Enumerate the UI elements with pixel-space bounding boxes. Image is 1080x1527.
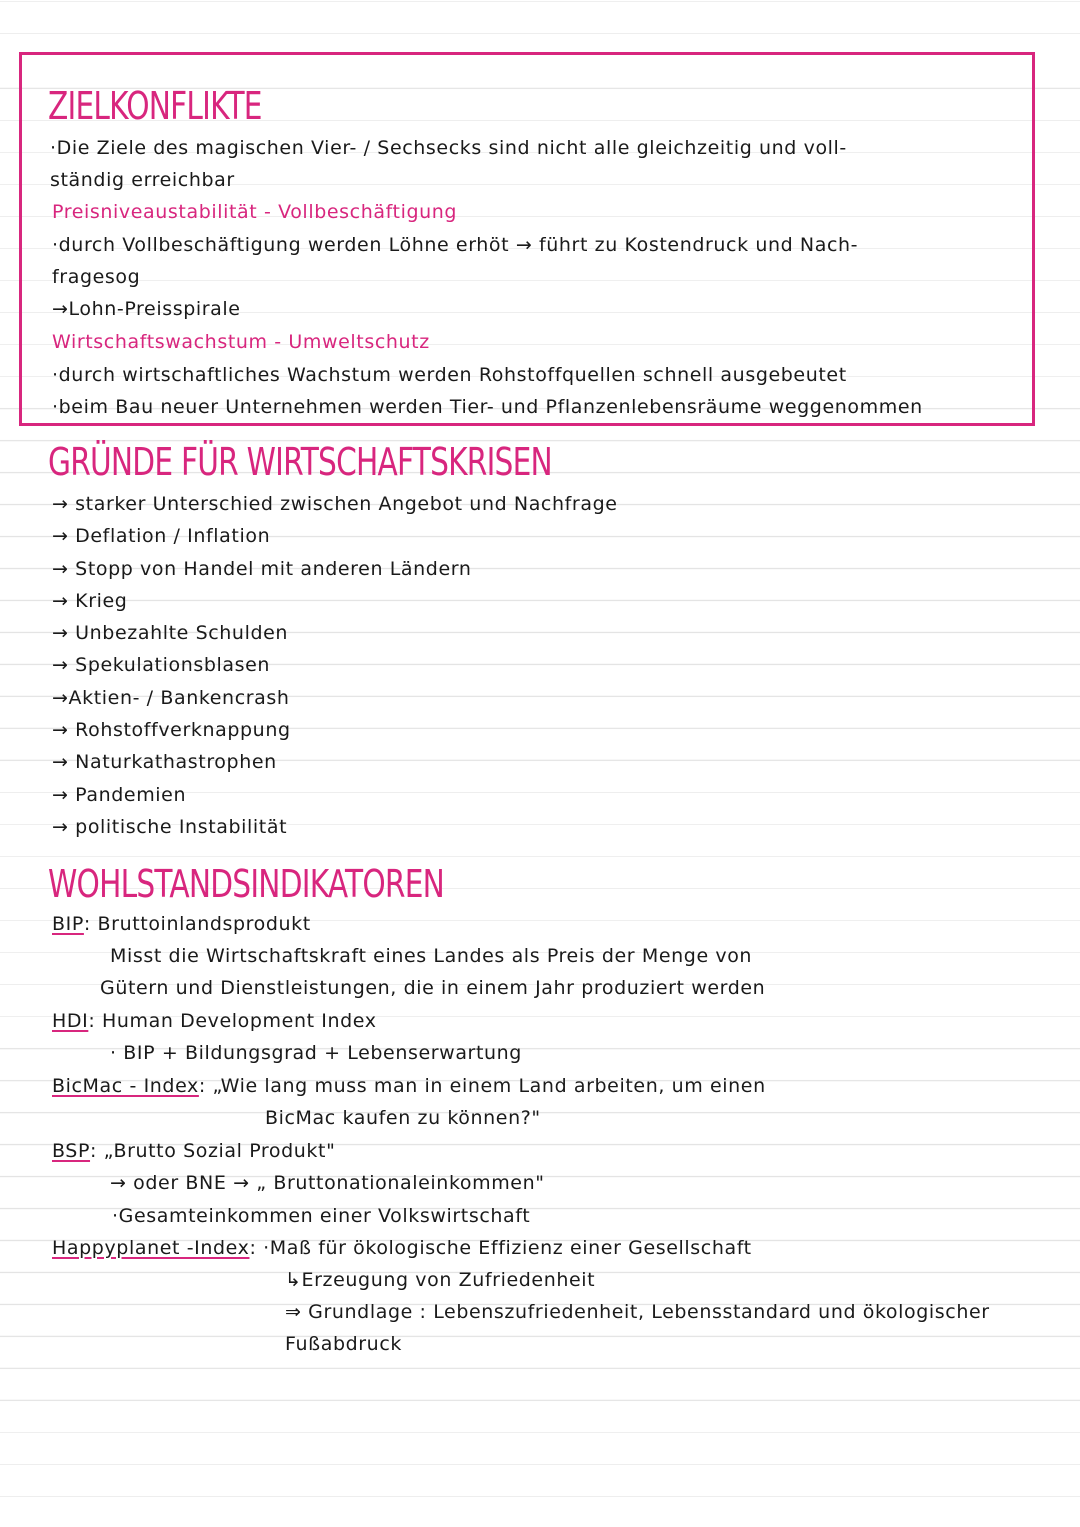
bicmac-line2: BicMac kaufen zu können?" [265, 1107, 541, 1129]
zielkonflikte-intro-line1: ·Die Ziele des magischen Vier- / Sechsecks sind nicht alle gleichzeitig und voll- [50, 137, 847, 159]
list-item: → Spekulationsblasen [52, 654, 271, 677]
wohlstand-heading: WOHLSTANDSINDIKATOREN [48, 862, 445, 906]
zielkonflikte-heading: ZIELKONFLIKTE [48, 84, 262, 128]
bicmac-label: BicMac - Index [52, 1075, 199, 1097]
list-item: → Pandemien [52, 783, 187, 806]
list-item: → Unbezahlte Schulden [52, 622, 289, 645]
gruende-list [52, 488, 618, 843]
bsp-title: : „Brutto Sozial Produkt" [90, 1140, 336, 1162]
list-item: →Aktien- / Bankencrash [52, 686, 290, 709]
preisniveau-line3: →Lohn-Preisspirale [52, 298, 241, 320]
hpi-line4: Fußabdruck [285, 1333, 402, 1355]
hpi-line1: : ·Maß für ökologische Effizienz einer Gesellschaft [249, 1237, 752, 1259]
wachstum-line2: ·beim Bau neuer Unternehmen werden Tier- und Pflanzenlebensräume weggenommen [52, 396, 923, 418]
bicmac-row [52, 1074, 766, 1098]
wachstum-line1: ·durch wirtschaftliches Wachstum werden Rohstoffquellen schnell ausgebeutet [52, 364, 847, 386]
bip-label: BIP [52, 913, 84, 935]
list-item: → Rohstoffverknappung [52, 719, 291, 742]
zielkonflikte-intro-line2: ständig erreichbar [50, 169, 235, 191]
bicmac-line1: : „Wie lang muss man in einem Land arbeiten, um einen [198, 1075, 766, 1097]
subheading-wachstum: Wirtschaftswachstum - Umweltschutz [52, 331, 430, 353]
hpi-label: Happyplanet -Index [52, 1237, 250, 1259]
list-item: → starker Unterschied zwischen Angebot und Nachfrage [52, 493, 618, 515]
list-item: → Stopp von Handel mit anderen Ländern [52, 557, 472, 580]
bsp-line2: ·Gesamteinkommen einer Volkswirtschaft [112, 1205, 531, 1227]
hdi-label: HDI [52, 1010, 89, 1032]
bsp-line1: → oder BNE → „ Bruttonationaleinkommen" [110, 1172, 545, 1194]
bsp-label: BSP [52, 1140, 91, 1162]
hdi-row [52, 1009, 377, 1033]
hpi-line3: ⇒ Grundlage : Lebenszufriedenheit, Lebensstandard und ökologischer [285, 1301, 990, 1323]
gruende-heading: GRÜNDE FÜR WIRTSCHAFTSKRISEN [48, 440, 552, 484]
list-item: → Krieg [52, 589, 128, 612]
hpi-line2: ↳Erzeugung von Zufriedenheit [285, 1269, 596, 1291]
subheading-preisniveau: Preisniveaustabilität - Vollbeschäftigung [52, 201, 458, 223]
bip-line1: Misst die Wirtschaftskraft eines Landes als Preis der Menge von [110, 945, 753, 967]
list-item: → politische Instabilität [52, 815, 288, 838]
hpi-row [52, 1236, 752, 1260]
hdi-title: : Human Development Index [88, 1010, 377, 1032]
preisniveau-line2: fragesog [52, 266, 141, 288]
bip-row [52, 912, 311, 936]
bip-line2: Gütern und Dienstleistungen, die in einem Jahr produziert werden [100, 977, 766, 999]
bsp-row [52, 1139, 335, 1163]
preisniveau-line1: ·durch Vollbeschäftigung werden Löhne erhöt → führt zu Kostendruck und Nach- [52, 234, 859, 256]
hdi-line1: · BIP + Bildungsgrad + Lebenserwartung [110, 1042, 522, 1064]
bip-title: : Bruttoinlandsprodukt [83, 913, 311, 935]
list-item: → Deflation / Inflation [52, 525, 271, 548]
list-item: → Naturkathastrophen [52, 751, 277, 774]
